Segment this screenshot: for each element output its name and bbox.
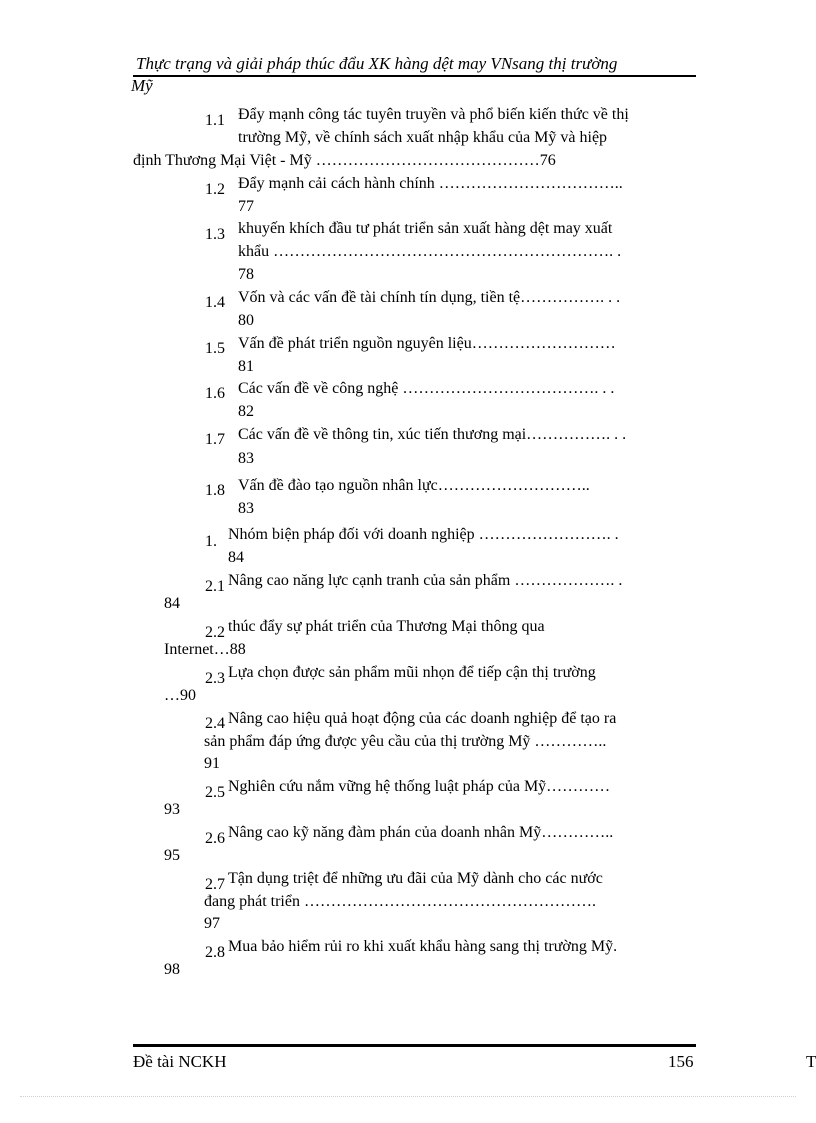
toc-entry-number: 1.1 xyxy=(205,112,225,129)
toc-entry-text: Đẩy mạnh cải cách hành chính …………………………….. xyxy=(238,175,623,192)
toc-entry-number: 2.7 xyxy=(205,876,225,893)
toc-entry-page: 95 xyxy=(164,847,180,864)
page-number: 156 xyxy=(668,1052,694,1071)
toc-entry-number: 2.2 xyxy=(205,624,225,641)
toc-entry-text: thúc đẩy sự phát triển của Thương Mại thông qua xyxy=(228,618,545,635)
toc-entry-text: khẩu ………………………………………………………. . xyxy=(238,243,622,260)
toc-entry-text: Nhóm biện pháp đối với doanh nghiệp ……………………. . xyxy=(228,526,619,543)
toc-entry-text: Vốn và các vấn đề tài chính tín dụng, tiền tệ……………. . . xyxy=(238,289,621,306)
toc-entry-text: Nâng cao hiệu quả hoạt động của các doanh nghiệp để tạo ra xyxy=(228,710,617,727)
toc-entry-page: 78 xyxy=(238,266,254,283)
header-title-continued: Mỹ xyxy=(131,76,153,95)
toc-entry-page: 83 xyxy=(238,450,254,467)
toc-entry-text: đang phát triển ………………………………………………. xyxy=(204,893,596,910)
toc-entry-page: 77 xyxy=(238,198,254,215)
toc-entry-text: Các vấn đề về công nghệ ………………………………. . . xyxy=(238,380,615,397)
toc-entry-number: 1.5 xyxy=(205,340,225,357)
footer-label: Đề tài NCKH xyxy=(133,1052,227,1071)
toc-entry-page: 97 xyxy=(204,915,220,932)
toc-entry-text: khuyến khích đầu tư phát triển sản xuất hàng dệt may xuất xyxy=(238,220,613,237)
page-edge-divider xyxy=(20,1096,796,1097)
toc-entry-page: 84 xyxy=(164,595,180,612)
toc-entry-number: 1.2 xyxy=(205,181,225,198)
toc-entry-text: Tận dụng triệt để những ưu đãi của Mỹ dành cho các nước xyxy=(228,870,603,887)
toc-entry-text: Đẩy mạnh công tác tuyên truyền và phổ biến kiến thức về thị xyxy=(238,106,629,123)
toc-entry-number: 2.3 xyxy=(205,670,225,687)
toc-entry-text: Vấn đề phát triển nguồn nguyên liệu……………………… xyxy=(238,335,616,352)
toc-entry-text: định Thương Mại Việt - Mỹ ……………………………………76 xyxy=(133,152,556,169)
toc-entry-text: Nâng cao kỹ năng đàm phán của doanh nhân Mỹ………….. xyxy=(228,824,614,841)
toc-entry-number: 1.8 xyxy=(205,482,225,499)
header-title: Thực trạng và giải pháp thúc đẩu XK hàng dệt may VNsang thị trường xyxy=(136,54,618,73)
toc-entry-text: trường Mỹ, về chính sách xuất nhập khẩu của Mỹ và hiệp xyxy=(238,129,608,146)
toc-entry-text: Các vấn đề về thông tin, xúc tiến thương mại……………. . . xyxy=(238,426,627,443)
toc-entry-text: Vấn đề đào tạo nguồn nhân lực……………………….. xyxy=(238,477,590,494)
toc-entry-page: 98 xyxy=(164,961,180,978)
toc-entry-text: sản phẩm đáp ứng được yêu cầu của thị trường Mỹ ………….. xyxy=(204,733,607,750)
toc-entry-page: 82 xyxy=(238,403,254,420)
toc-entry-number: 1.7 xyxy=(205,431,225,448)
toc-entry-number: 1.6 xyxy=(205,385,225,402)
toc-entry-number: 1.4 xyxy=(205,294,225,311)
toc-entry-text: Internet…88 xyxy=(164,641,246,658)
toc-entry-text: …90 xyxy=(164,687,196,704)
toc-entry-text: Lựa chọn được sản phẩm mũi nhọn để tiếp cận thị trường xyxy=(228,664,596,681)
toc-entry-page: 93 xyxy=(164,801,180,818)
toc-entry-number: 2.8 xyxy=(205,944,225,961)
toc-entry-text: Nâng cao năng lực cạnh tranh của sản phẩm ………………. . xyxy=(228,572,623,589)
toc-entry-page: 91 xyxy=(204,755,220,772)
toc-entry-number: 2.6 xyxy=(205,830,225,847)
toc-entry-number: 2.5 xyxy=(205,784,225,801)
toc-entry-number: 2.1 xyxy=(205,578,225,595)
toc-entry-text: Nghiên cứu nắm vững hệ thống luật pháp của Mỹ………… xyxy=(228,778,611,795)
toc-entry-number: 1.3 xyxy=(205,226,225,243)
toc-entry-number: 1. xyxy=(205,533,217,550)
toc-entry-page: 84 xyxy=(228,549,244,566)
toc-entry-page: 81 xyxy=(238,358,254,375)
toc-entry-text: Mua bảo hiểm rủi ro khi xuất khẩu hàng sang thị trường Mỹ. xyxy=(228,938,618,955)
footer-rule xyxy=(133,1044,696,1047)
cropped-edge-text: T xyxy=(806,1052,816,1071)
toc-entry-number: 2.4 xyxy=(205,715,225,732)
header-rule xyxy=(133,75,696,77)
toc-entry-page: 80 xyxy=(238,312,254,329)
toc-entry-page: 83 xyxy=(238,500,254,517)
